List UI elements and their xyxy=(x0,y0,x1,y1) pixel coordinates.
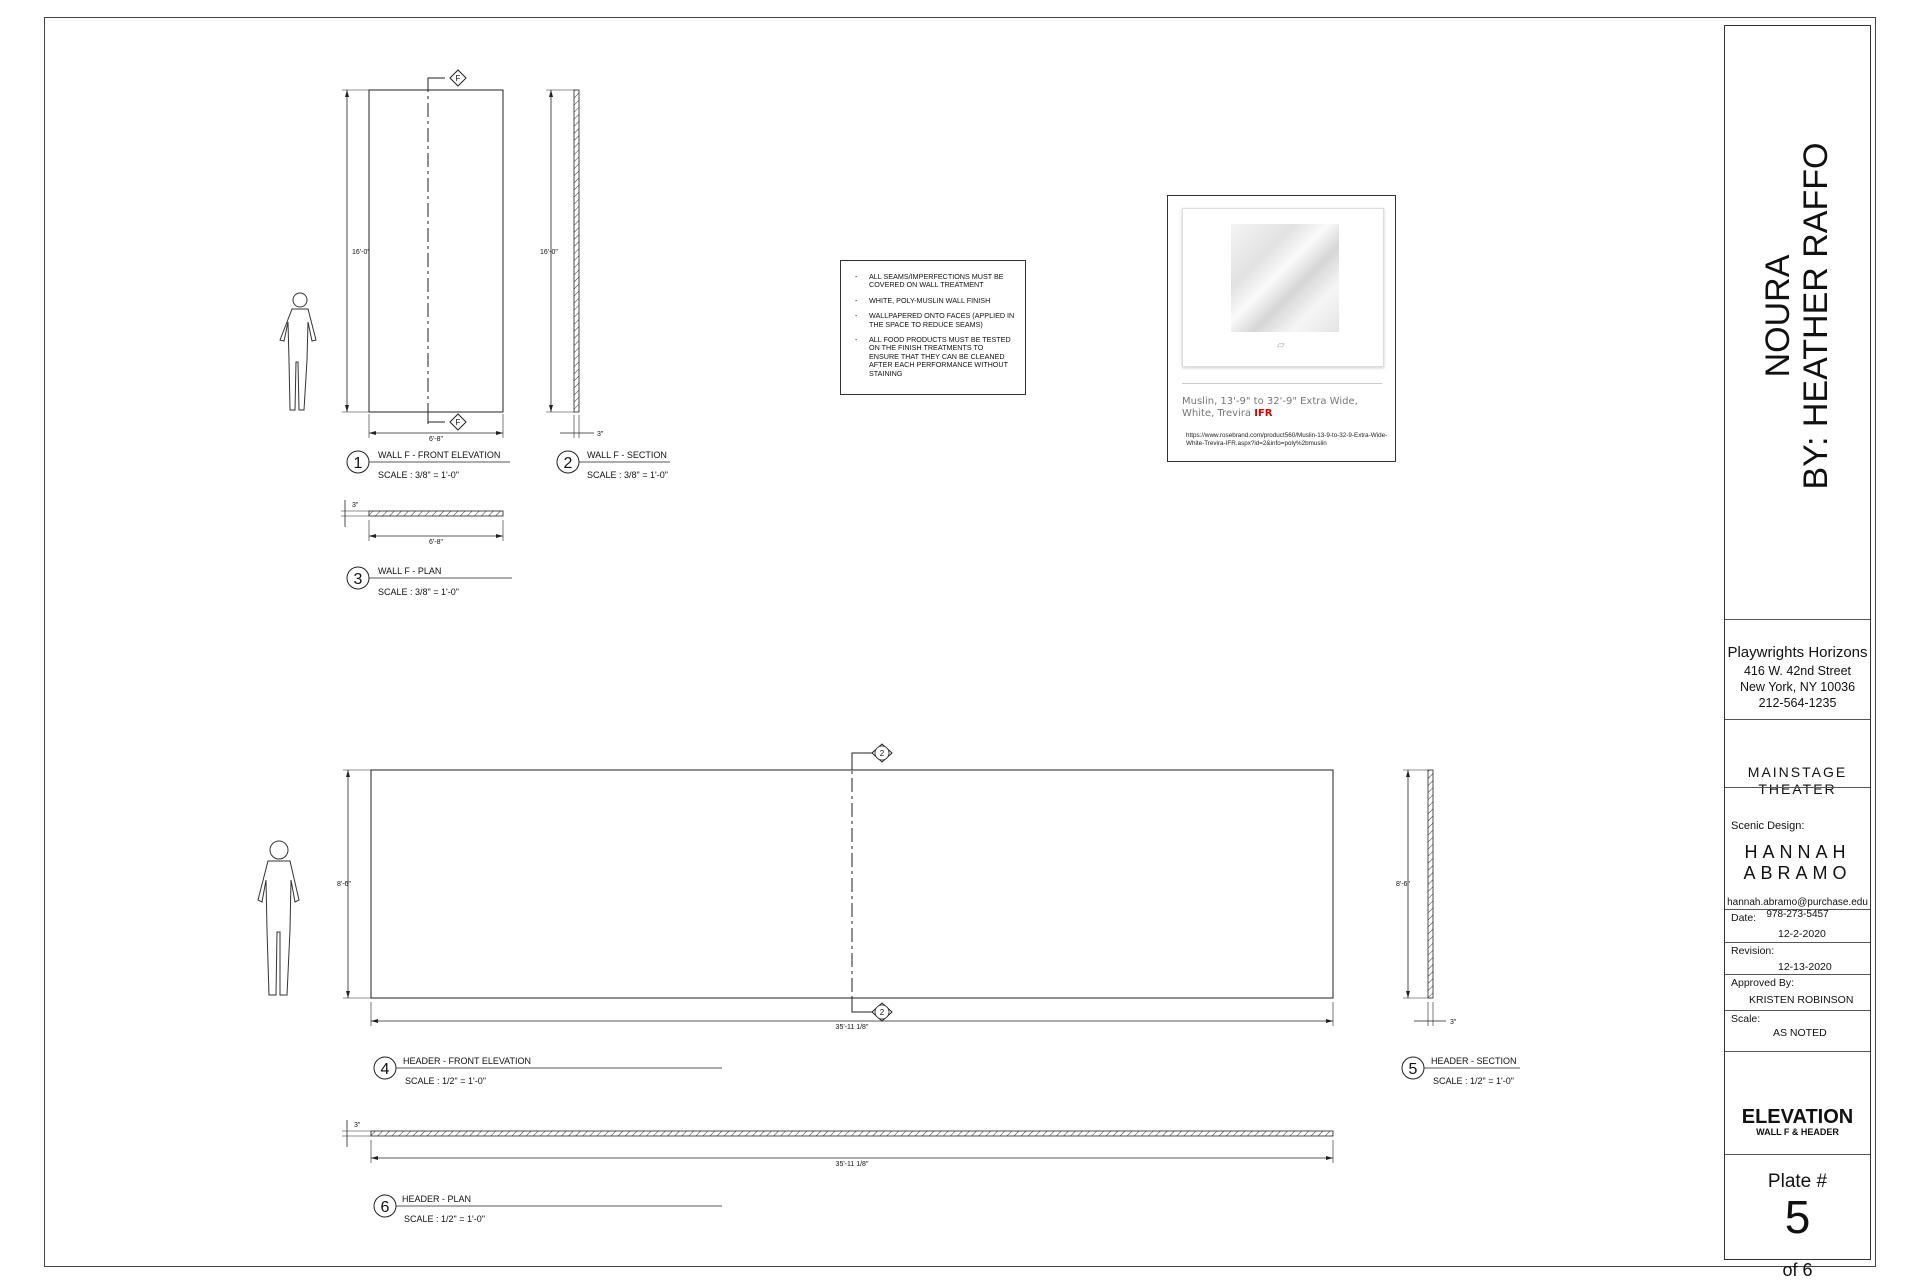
show-title-name: NOURA xyxy=(1759,254,1797,378)
header-height-text: 8'-6" xyxy=(337,881,351,888)
designer-name xyxy=(1725,842,1870,884)
header-plan-thickness-text: 3" xyxy=(354,1122,361,1129)
scale-label: Scale: xyxy=(1731,1013,1761,1025)
wall-f-section xyxy=(540,90,604,438)
wall-f-height-text: 16'-0" xyxy=(352,249,370,256)
header-front-elevation xyxy=(371,753,1333,1012)
header-height-dimension xyxy=(337,770,371,998)
approved-label: Approved By: xyxy=(1731,977,1795,989)
callout-title: HEADER - SECTION xyxy=(1431,1056,1517,1066)
product-tag: IFR xyxy=(1254,408,1273,419)
section-marker-top xyxy=(450,70,466,86)
header-marker-top-label: 2 xyxy=(879,749,885,758)
callout-3 xyxy=(347,566,512,597)
designer-email: hannah.abramo@purchase.edu xyxy=(1727,897,1868,908)
callout-1 xyxy=(347,450,510,480)
note-item: - ALL SEAMS/IMPERFECTIONS MUST BE COVERED ON WALL TREATMENT xyxy=(853,273,1015,290)
callout-scale: SCALE : 3/8" = 1'-0" xyxy=(378,587,459,597)
wall-f-width-text: 6'-8" xyxy=(429,436,443,443)
wall-f-height-dimension xyxy=(342,90,370,412)
note-item: - WALLPAPERED ONTO FACES (APPLIED IN THE SPACE TO REDUCE SEAMS) xyxy=(853,312,1015,329)
note-item: - WHITE, POLY-MUSLIN WALL FINISH xyxy=(853,297,1015,305)
divider xyxy=(1725,1010,1870,1011)
design-label: Scenic Design: xyxy=(1731,820,1805,832)
divider xyxy=(1725,909,1870,910)
callout-5 xyxy=(1402,1056,1520,1086)
divider xyxy=(1725,719,1870,720)
header-section xyxy=(1396,770,1457,1026)
show-title-area xyxy=(1725,26,1870,619)
wall-f-plan-width-text: 6'-8" xyxy=(429,539,443,546)
callout-number: 6 xyxy=(380,1199,390,1216)
callout-6 xyxy=(374,1194,722,1224)
callout-scale: SCALE : 3/8" = 1'-0" xyxy=(378,470,459,480)
wall-f-section-height-text: 16'-0" xyxy=(540,249,558,256)
wall-f-plan-thickness-text: 3" xyxy=(352,502,359,509)
divider xyxy=(1725,942,1870,943)
callout-number: 3 xyxy=(353,571,363,588)
header-marker-bottom-label: 2 xyxy=(879,1008,885,1017)
human-scale-figure xyxy=(280,293,316,410)
sheet-subtitle: WALL F & HEADER xyxy=(1756,1127,1839,1137)
scale-value: AS NOTED xyxy=(1773,1027,1827,1039)
note-item: - ALL FOOD PRODUCTS MUST BE TESTED ON THE FINISH TREATMENTS TO ENSURE THAT THEY CAN BE CLEANED AFTER EACH PERFORMANCE WITHOUT STAINING xyxy=(853,336,1015,378)
plate-number: 5 xyxy=(1784,1191,1811,1243)
stage-line-1: MAINSTAGE xyxy=(1747,764,1848,780)
venue-city: New York, NY 10036 xyxy=(1739,680,1856,694)
header-section-marker-top xyxy=(872,744,892,762)
header-section-marker-bottom xyxy=(872,1003,892,1021)
callout-title: WALL F - PLAN xyxy=(378,566,442,576)
callout-4 xyxy=(374,1056,722,1086)
wall-f-section-thickness-text: 3" xyxy=(597,431,604,438)
header-plan-width-text: 35'-11 1/8" xyxy=(835,1161,869,1168)
stage-name xyxy=(1725,764,1870,798)
wall-f-front-elevation xyxy=(369,78,503,425)
section-marker-bottom-label: F xyxy=(455,418,461,427)
reference-divider xyxy=(1182,383,1382,384)
callout-scale: SCALE : 1/2" = 1'-0" xyxy=(1433,1076,1514,1086)
header-section-thickness-text: 3" xyxy=(1450,1019,1457,1026)
callout-title: WALL F - SECTION xyxy=(587,450,667,460)
product-url: https://www.rosebrand.com/product560/Muslin-13-9-to-32-9-Extra-Wide-White-Trevira-IFR.aspx?id=2&info=poly%2bmuslin xyxy=(1186,432,1388,447)
designer-last: ABRAMO xyxy=(1743,863,1852,883)
plate-label: Plate # xyxy=(1767,1171,1828,1192)
designer-phone: 978-273-5457 xyxy=(1766,909,1829,920)
show-title xyxy=(1759,36,1835,596)
venue-phone: 212-564-1235 xyxy=(1758,696,1837,710)
approved-value: KRISTEN ROBINSON xyxy=(1749,994,1854,1006)
callout-number: 2 xyxy=(563,455,573,472)
title-block xyxy=(1724,25,1871,1280)
callout-title: WALL F - FRONT ELEVATION xyxy=(378,450,501,460)
reference-material-box xyxy=(1167,195,1396,462)
product-name: Muslin, 13'-9" to 32'-9" Extra Wide, White, Trevira xyxy=(1182,396,1358,419)
divider xyxy=(1725,619,1870,620)
callout-number: 4 xyxy=(380,1061,390,1078)
venue-address: 416 W. 42nd Street xyxy=(1743,664,1851,678)
product-title xyxy=(1182,396,1387,420)
fabric-image-card xyxy=(1182,208,1384,367)
notes-list xyxy=(853,273,1015,378)
wall-f-plan xyxy=(341,500,503,546)
stage-line-2: THEATER xyxy=(1758,781,1837,797)
callout-number: 1 xyxy=(353,455,363,472)
sheet-title: ELEVATION xyxy=(1741,1106,1854,1128)
plate-of: of 6 xyxy=(1782,1260,1813,1280)
brand-logo-icon: ▱ xyxy=(1277,340,1285,351)
section-marker-top-label: F xyxy=(455,74,461,83)
callout-scale: SCALE : 1/2" = 1'-0" xyxy=(405,1076,486,1086)
venue-name: Playwrights Horizons xyxy=(1727,644,1868,661)
date-label: Date: xyxy=(1731,912,1757,924)
divider xyxy=(1725,1154,1870,1155)
callout-2 xyxy=(557,450,670,480)
revision-value: 12-13-2020 xyxy=(1778,961,1832,973)
date-value: 12-2-2020 xyxy=(1778,928,1826,940)
fabric-swatch-image xyxy=(1231,224,1339,332)
divider xyxy=(1725,974,1870,975)
section-marker-bottom xyxy=(450,414,466,430)
callout-scale: SCALE : 1/2" = 1'-0" xyxy=(404,1214,485,1224)
notes-box xyxy=(840,260,1026,395)
divider xyxy=(1725,787,1870,788)
wall-f-width-dimension xyxy=(369,414,503,443)
human-scale-figure-2 xyxy=(258,841,299,995)
designer-first: HANNAH xyxy=(1744,842,1851,862)
revision-label: Revision: xyxy=(1731,945,1775,957)
show-author: BY: HEATHER RAFFO xyxy=(1797,142,1835,490)
callout-scale: SCALE : 3/8" = 1'-0" xyxy=(587,470,668,480)
header-width-text: 35'-11 1/8" xyxy=(835,1024,869,1031)
venue-info xyxy=(1725,643,1870,711)
header-section-height-text: 8'-6" xyxy=(1396,881,1410,888)
callout-title: HEADER - FRONT ELEVATION xyxy=(403,1056,532,1066)
header-plan xyxy=(342,1120,1333,1168)
divider xyxy=(1725,1051,1870,1052)
callout-number: 5 xyxy=(1408,1061,1418,1078)
callout-title: HEADER - PLAN xyxy=(402,1194,472,1204)
